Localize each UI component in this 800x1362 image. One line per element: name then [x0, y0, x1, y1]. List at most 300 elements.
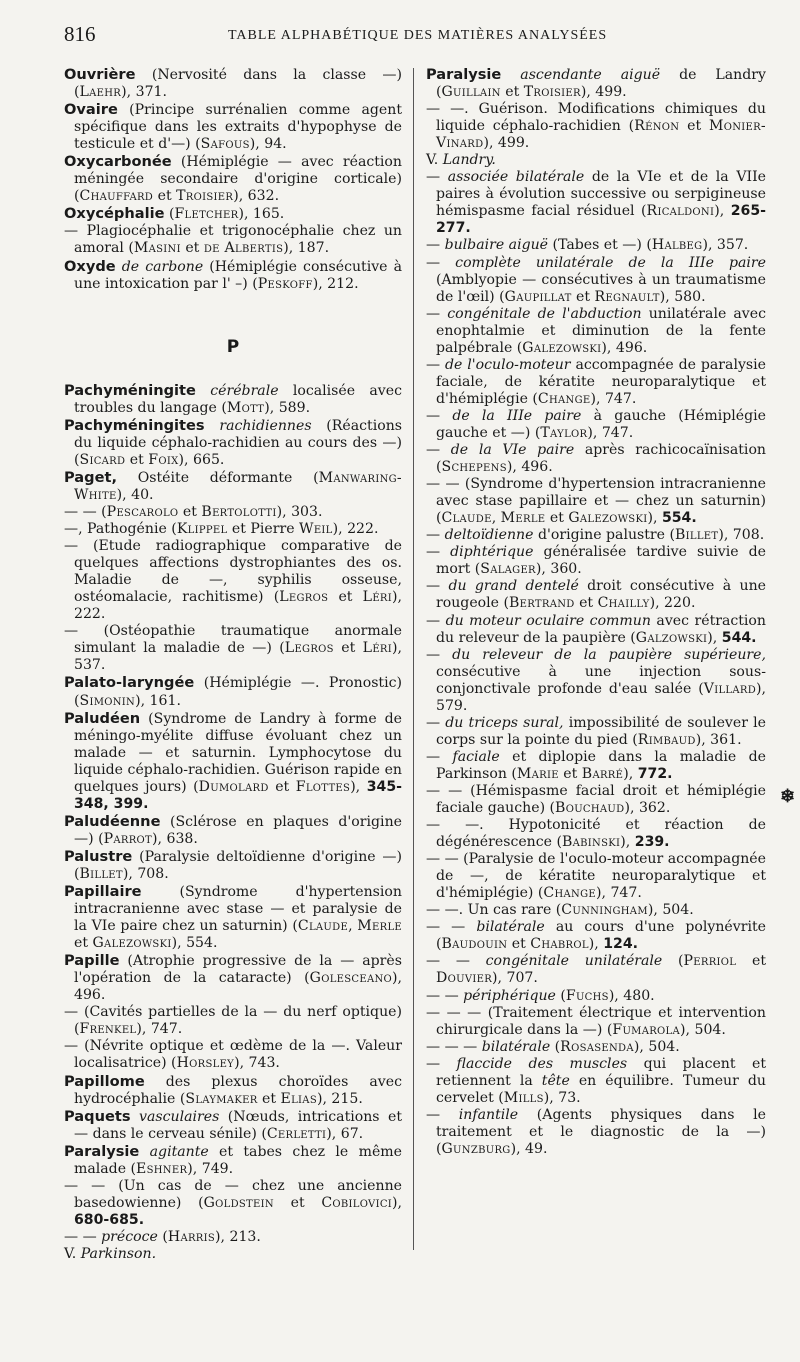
entry-text: Parrot: [103, 830, 153, 847]
entry-text: de carbone: [121, 258, 204, 275]
entry-text: — —. Guérison. Modifications chimiques du liquide céphalo-rachidien (: [426, 101, 766, 135]
entry-text: Galezowski: [522, 339, 602, 356]
entry-text: 680-685.: [74, 1211, 145, 1228]
entry-text: et: [507, 936, 531, 953]
index-entry: [426, 749, 766, 783]
entry-text: —: [426, 646, 453, 663]
entry-text: (Hémiplégie — avec réaction méningée secondaire d'origine corticale) (: [74, 154, 402, 205]
entry-text: et: [679, 118, 709, 135]
entry-text: ), 357.: [702, 237, 749, 254]
entry-text: vasculaires: [139, 1108, 220, 1125]
entry-text: (Hémiplégie —. Pronostic) (: [74, 675, 402, 709]
entry-text: Galezowski: [568, 510, 648, 527]
entry-text: Merle: [500, 510, 546, 527]
entry-text: ), 665.: [178, 451, 225, 468]
entry-text: Douvier: [436, 970, 493, 987]
entry-text: (Syndrome d'hypertension intracranienne avec stase — et paralysie de la VIe paire chez un saturnin) (: [74, 884, 402, 935]
page-number: 816: [64, 22, 96, 46]
entry-text: Claude: [297, 918, 349, 935]
entry-text: ,: [348, 918, 358, 935]
entry-text: — —. Un cas rare (: [426, 902, 562, 919]
entry-text: Monier-Vinard: [436, 118, 766, 152]
entry-text: qui placent et retiennent la: [436, 1055, 766, 1089]
entry-text: ), 496.: [601, 339, 648, 356]
index-entry: [426, 988, 766, 1005]
entry-text: — — (Paralysie de l'oculo-moteur accompagnée de —, de kératite neuroparalytique et d'hémiplégie) (: [426, 851, 766, 902]
entry-text: —, Pathogénie (: [64, 521, 177, 538]
entry-text: — — (Syndrome d'hypertension intracranienne avec stase papillaire et — chez un saturnin) (: [426, 476, 766, 527]
entry-text: Rimbaud: [637, 731, 696, 748]
entry-headword: Oxycarbonée: [64, 153, 172, 171]
index-entry: [64, 153, 402, 205]
entry-text: ), 215.: [316, 1090, 363, 1107]
index-entry: [426, 783, 766, 817]
entry-headword: Oxycéphalie: [64, 205, 165, 223]
entry-text: Eshner: [136, 1160, 188, 1177]
entry-text: ), 187.: [283, 240, 330, 257]
entry-text: ), 480.: [608, 987, 655, 1004]
entry-text: Cunningham: [561, 902, 648, 919]
entry-text: ), 537.: [74, 640, 402, 674]
entry-text: après rachicocaïnisation (: [436, 442, 767, 476]
entry-text: ), 749.: [187, 1160, 234, 1177]
index-entry: [426, 1107, 766, 1158]
entry-text: ), 67.: [326, 1125, 364, 1142]
entry-text: faciale: [452, 748, 500, 765]
entry-text: et: [257, 1090, 281, 1107]
entry-text: ),: [588, 936, 604, 953]
entry-text: périphérique: [463, 987, 556, 1004]
entry-text: et Pierre: [227, 521, 300, 538]
index-entry: [64, 66, 402, 101]
entry-text: Cerletti: [266, 1125, 327, 1142]
entry-text: de l'oculo-moteur: [445, 356, 571, 373]
entry-text: et: [178, 503, 202, 520]
entry-text: ), 371.: [121, 84, 167, 101]
entry-text: 345-348, 399.: [74, 778, 403, 812]
entry-text: —: [426, 748, 453, 765]
entry-headword: Papillome: [64, 1072, 145, 1090]
entry-text: ), 747.: [136, 1021, 183, 1038]
entry-text: —: [426, 237, 445, 254]
entry-text: et: [328, 589, 363, 606]
entry-text: rachidiennes: [219, 417, 312, 434]
index-entry: [64, 952, 402, 1004]
index-entry: [64, 1038, 402, 1072]
entry-text: et: [333, 640, 363, 657]
entry-text: du moteur oculaire commun: [445, 612, 651, 629]
index-entry: [426, 1039, 766, 1056]
entry-text: ), 222.: [74, 589, 402, 623]
entry-text: — —: [64, 1228, 102, 1245]
entry-text: Marie: [516, 765, 559, 782]
entry-text: ), 504.: [680, 1021, 726, 1038]
entry-text: [196, 383, 210, 399]
entry-text: tête: [541, 1072, 570, 1089]
entry-text: Peskoff: [257, 275, 313, 292]
index-entry: [426, 306, 766, 357]
entry-text: bilatérale: [481, 1038, 551, 1055]
entry-text: Goldstein: [203, 1194, 274, 1211]
index-entry: [426, 953, 766, 987]
entry-text: ), 94.: [249, 136, 287, 153]
entry-text: Weil: [299, 521, 333, 538]
entry-text: ), 496.: [74, 970, 402, 1004]
entry-text: ,: [491, 510, 501, 527]
entry-text: ), 496.: [506, 459, 553, 476]
index-entry: [64, 1143, 402, 1178]
entry-headword: Paralysie: [64, 1142, 140, 1160]
entry-text: Taylor: [540, 424, 588, 441]
entry-text: — —: [426, 953, 486, 970]
index-entry: [64, 1178, 402, 1229]
entry-headword: Paget,: [64, 468, 118, 486]
index-entry: [426, 152, 766, 169]
entry-text: —: [426, 407, 453, 424]
entry-text: ascendante aiguë: [520, 67, 661, 83]
entry-text: de la VIe paire: [450, 442, 575, 459]
right-column: [426, 66, 766, 1158]
entry-text: ),: [707, 629, 722, 646]
entry-text: (: [164, 206, 175, 223]
entry-text: Billet: [79, 865, 123, 882]
entry-text: ), 499.: [483, 135, 530, 152]
entry-text: ),: [714, 203, 731, 220]
entry-text: et diplopie dans la maladie de Parkinson (: [436, 748, 767, 782]
entry-text: et: [571, 288, 595, 305]
entry-text: et: [268, 778, 296, 795]
entry-text: ), 579.: [436, 680, 766, 714]
entry-text: ), 554.: [171, 935, 218, 952]
entry-text: complète unilatérale de la IIIe paire: [455, 254, 767, 271]
entry-text: —: [426, 578, 449, 595]
index-entry: [64, 1246, 402, 1263]
entry-text: — —. Hypotonicité et réaction de dégénérescence (: [426, 817, 766, 851]
entry-text: ), 222.: [332, 521, 379, 538]
entry-text: Flottes: [295, 778, 351, 795]
entry-text: ), 212.: [312, 275, 359, 292]
entry-text: cérébrale: [210, 382, 279, 399]
entry-text: (Sclérose en plaques d'origine —) (: [74, 813, 402, 847]
entry-text: 239.: [634, 834, 670, 851]
entry-text: Harris: [167, 1228, 216, 1245]
entry-headword: Paludéen: [64, 709, 141, 727]
index-entry: [64, 1073, 402, 1108]
index-entry: [426, 817, 766, 851]
entry-text: (Nœuds, intrications et — dans le cerveau sénile) (: [74, 1108, 402, 1142]
entry-text: —: [426, 254, 456, 271]
entry-headword: Pachyméningite: [64, 381, 196, 399]
entry-text: Halbeg: [651, 237, 703, 254]
entry-text: ), 580.: [659, 288, 706, 305]
entry-text: ), 708.: [718, 527, 765, 544]
entry-text: ),: [623, 765, 638, 782]
entry-text: —: [426, 1106, 459, 1123]
left-column: [64, 66, 402, 1263]
entry-text: V.: [64, 1246, 81, 1262]
index-entry: [426, 1056, 766, 1107]
entry-text: Landry.: [442, 152, 496, 169]
index-entry: [64, 101, 402, 153]
entry-text: Legros: [279, 589, 329, 606]
entry-text: Manwaring-White: [74, 469, 402, 503]
entry-text: ),: [647, 510, 662, 527]
entry-text: Chabrol: [530, 936, 589, 953]
entry-text: ), 73.: [543, 1089, 581, 1106]
entry-text: — — (: [64, 503, 107, 520]
entry-text: Gaupillat: [504, 288, 572, 305]
index-entry: [426, 101, 766, 152]
entry-text: du grand dentelé: [448, 578, 579, 595]
index-entry: [64, 504, 402, 521]
entry-text: [131, 1109, 139, 1125]
index-entry: [64, 521, 402, 538]
entries-paralysie: [426, 66, 766, 1158]
entry-text: congénitale unilatérale: [485, 953, 663, 970]
entry-text: diphtérique: [450, 544, 534, 561]
index-entry: [426, 715, 766, 749]
entry-text: ), 504.: [633, 1038, 680, 1055]
entry-text: et: [736, 953, 766, 970]
index-entry: [426, 66, 766, 101]
entry-text: bulbaire aiguë: [444, 237, 549, 254]
entry-text: — (Névrite optique et œdème de la —. Valeur localisatrice) (: [64, 1038, 402, 1072]
entry-text: ), 49.: [510, 1140, 548, 1157]
entry-text: en équilibre. Tumeur du cervelet (: [436, 1072, 766, 1106]
index-entry: [64, 223, 402, 257]
entry-text: Bouchaud: [555, 800, 625, 817]
entry-text: — — (Un cas de — chez une ancienne basedowienne) (: [64, 1177, 402, 1211]
entry-text: — (Etude radiographique comparative de quelques affections dystrophiantes des os. Maladie de —, syphilis osseuse, ostéomalacie, rachitisme) (: [64, 538, 402, 606]
entry-text: Sicard: [79, 451, 126, 468]
entry-text: 554.: [661, 510, 697, 527]
index-entry: [64, 382, 402, 417]
entry-text: Pescarolo: [106, 503, 179, 520]
entry-text: ), 220.: [649, 595, 696, 612]
index-entry: [64, 623, 402, 674]
entry-text: Fumarola: [612, 1021, 681, 1038]
entry-text: du triceps sural,: [445, 714, 564, 731]
entry-text: ), 707.: [492, 970, 538, 987]
index-entry: [426, 544, 766, 578]
entry-text: —: [426, 612, 446, 629]
entry-text: à gauche (Hémiplégie gauche et —) (: [436, 407, 766, 441]
index-entry: [426, 647, 766, 715]
entry-text: Safous: [200, 136, 250, 153]
index-entry: [426, 613, 766, 647]
entry-text: Klippel: [176, 521, 228, 538]
entry-text: ), 747.: [587, 424, 634, 441]
entry-text: impossibilité de soulever le corps sur la pointe du pied (: [436, 714, 766, 748]
index-entry: [64, 1229, 402, 1246]
entry-text: Slaymaker: [185, 1090, 258, 1107]
index-entry: [426, 476, 766, 527]
entry-headword: Paludéenne: [64, 812, 161, 830]
entry-text: Baudouin: [441, 936, 508, 953]
entry-text: ), 638.: [152, 830, 198, 847]
entry-text: 772.: [637, 765, 673, 782]
entry-text: —: [426, 305, 448, 322]
index-entry: [64, 205, 402, 223]
running-title: TABLE ALPHABÉTIQUE DES MATIÈRES ANALYSÉES: [228, 28, 608, 43]
entry-text: Rosasenda: [560, 1038, 634, 1055]
entry-text: Bertrand: [508, 595, 575, 612]
entry-text: ), 499.: [580, 84, 627, 101]
entry-text: ), 743.: [234, 1055, 280, 1072]
entry-text: Mott: [226, 399, 265, 416]
entry-text: Ostéite déformante (: [117, 469, 319, 486]
entry-text: Salager: [480, 561, 536, 578]
column-divider: [413, 68, 414, 1250]
entry-text: Dumolard: [198, 778, 269, 795]
index-entry: [64, 883, 402, 952]
entry-text: Perriol: [683, 953, 737, 970]
entry-text: ),: [392, 1194, 403, 1211]
entry-text: ), 165.: [238, 206, 285, 223]
entry-text: consécutive à une injection sous-conjonctivale profonde d'eau salée (: [436, 663, 766, 697]
entry-text: Schepens: [441, 459, 507, 476]
index-entry: [426, 255, 766, 306]
entry-text: Simonin: [79, 692, 136, 709]
entry-text: associée bilatérale: [447, 169, 585, 186]
entry-text: accompagnée de paralysie faciale, de kératite neuroparalytique et d'hémiplégie (: [436, 356, 766, 407]
entry-text: —: [426, 1055, 457, 1072]
entry-headword: Ovaire: [64, 101, 118, 119]
entry-text: (Nervosité dans la classe —) (: [74, 67, 402, 101]
index-entry: [64, 538, 402, 623]
entry-text: de Landry (: [436, 67, 766, 101]
index-entry: [64, 813, 402, 848]
entry-text: Ricaldoni: [646, 203, 715, 220]
entry-text: —: [426, 442, 451, 459]
index-entry: [426, 851, 766, 902]
entry-text: Claude: [441, 510, 492, 527]
entry-text: Billet: [674, 527, 719, 544]
entry-text: ), 708.: [122, 865, 169, 882]
entry-text: 124.: [603, 936, 639, 953]
entry-text: Frenkel: [79, 1021, 137, 1038]
entry-text: —: [426, 356, 446, 373]
index-entry: [426, 1005, 766, 1039]
entry-headword: Ouvrière: [64, 66, 136, 83]
entry-text: — —: [426, 919, 477, 936]
entry-headword: Paquets: [64, 1107, 131, 1125]
entry-text: ), 303.: [276, 503, 323, 520]
index-entry: [426, 527, 766, 544]
entry-headword: Pachyméningites: [64, 416, 205, 434]
entry-text: et: [180, 240, 204, 257]
entry-text: Change: [543, 885, 596, 902]
entry-headword: Paralysie: [426, 66, 502, 83]
entry-text: Rénon: [634, 118, 680, 135]
entry-text: Troisier: [176, 188, 234, 205]
entry-text: Foix: [148, 451, 179, 468]
entry-text: Merle: [357, 918, 402, 935]
entry-text: ), 362.: [624, 800, 671, 817]
entry-text: ), 747.: [595, 885, 642, 902]
index-entry: [426, 919, 766, 953]
entry-text: du releveur de la paupière supérieure,: [452, 646, 766, 663]
entry-text: (Principe surrénalien comme agent spécifique dans les extraits d'hypophyse de testicule et d'—) (: [74, 102, 402, 153]
entry-text: Léri: [362, 640, 392, 657]
entry-text: (: [555, 987, 566, 1004]
entry-text: (Réactions du liquide céphalo-rachidien au cours des —) (: [74, 417, 402, 468]
entry-headword: Oxyde: [64, 257, 116, 275]
entry-text: Fletcher: [174, 206, 239, 223]
entry-text: V.: [426, 152, 443, 169]
entry-text: Babinski: [561, 834, 621, 851]
entry-text: (Agents physiques dans le traitement et le diagnostic de la —) (: [436, 1106, 766, 1157]
entry-text: (Amblyopie — consécutives à un traumatisme de l'œil) (: [436, 271, 766, 305]
entry-text: Change: [537, 390, 591, 407]
entry-text: [205, 418, 220, 434]
entries-p: [64, 382, 402, 1263]
entry-text: ), 161.: [135, 692, 181, 709]
entry-text: et: [153, 188, 177, 205]
entry-headword: Papille: [64, 952, 120, 970]
entry-text: Laehr: [79, 84, 122, 101]
entry-text: ), 360.: [535, 561, 582, 578]
entry-text: des plexus choroïdes avec hydrocéphalie (: [74, 1073, 402, 1107]
entry-text: et: [74, 935, 93, 952]
entry-text: et: [574, 595, 598, 612]
entry-text: — (Ostéopathie traumatique anormale simulant la maladie de —) (: [64, 623, 402, 657]
index-entry: [426, 902, 766, 919]
entry-text: bilatérale: [476, 919, 545, 936]
index-entry: [64, 258, 402, 293]
index-entry: [64, 848, 402, 883]
index-entry: [426, 442, 766, 476]
entry-text: ), 40.: [116, 486, 154, 503]
entry-text: et: [545, 510, 569, 527]
entry-text: Chailly: [597, 595, 650, 612]
entry-text: précoce: [101, 1228, 158, 1245]
entry-text: [501, 67, 520, 83]
entry-text: Mills: [503, 1089, 544, 1106]
entry-text: (Paralysie deltoïdienne d'origine —) (: [74, 848, 402, 882]
entry-text: 544.: [721, 629, 757, 646]
entry-text: — —: [426, 987, 464, 1004]
entry-text: Parkinson.: [80, 1246, 157, 1262]
entry-text: Chauffard: [79, 188, 154, 205]
index-entry: [64, 710, 402, 813]
entry-text: flaccide des muscles: [456, 1055, 628, 1072]
entry-text: (Tabes et —) (: [548, 237, 652, 254]
entry-text: généralisée tardive suivie de mort (: [436, 544, 766, 578]
margin-mark: ❄: [780, 786, 796, 807]
entry-text: (: [550, 1038, 561, 1055]
entry-text: et: [558, 765, 582, 782]
entry-text: Golesceano: [309, 970, 393, 987]
entry-text: Villard: [703, 680, 757, 697]
entry-text: d'origine palustre (: [533, 527, 675, 544]
entry-text: et: [125, 451, 149, 468]
entry-text: avec rétraction du releveur de la paupière (: [436, 612, 766, 646]
entry-text: unilatérale avec enophtalmie et diminution de la fente palpébrale (: [436, 305, 766, 356]
entry-text: Masini: [133, 240, 181, 257]
section-letter: P: [226, 336, 240, 357]
entry-text: ), 213.: [215, 1228, 261, 1245]
entry-text: — — —: [426, 1038, 482, 1055]
index-entry: [64, 674, 402, 709]
entry-text: Galzowski: [635, 629, 708, 646]
entry-text: Legros: [284, 640, 334, 657]
entry-headword: Papillaire: [64, 883, 142, 901]
index-entry: [64, 1004, 402, 1038]
entry-text: (Atrophie progressive de la — après l'opération de la cataracte) (: [74, 953, 402, 987]
entry-text: agitante: [149, 1143, 209, 1160]
entry-text: ),: [620, 834, 635, 851]
